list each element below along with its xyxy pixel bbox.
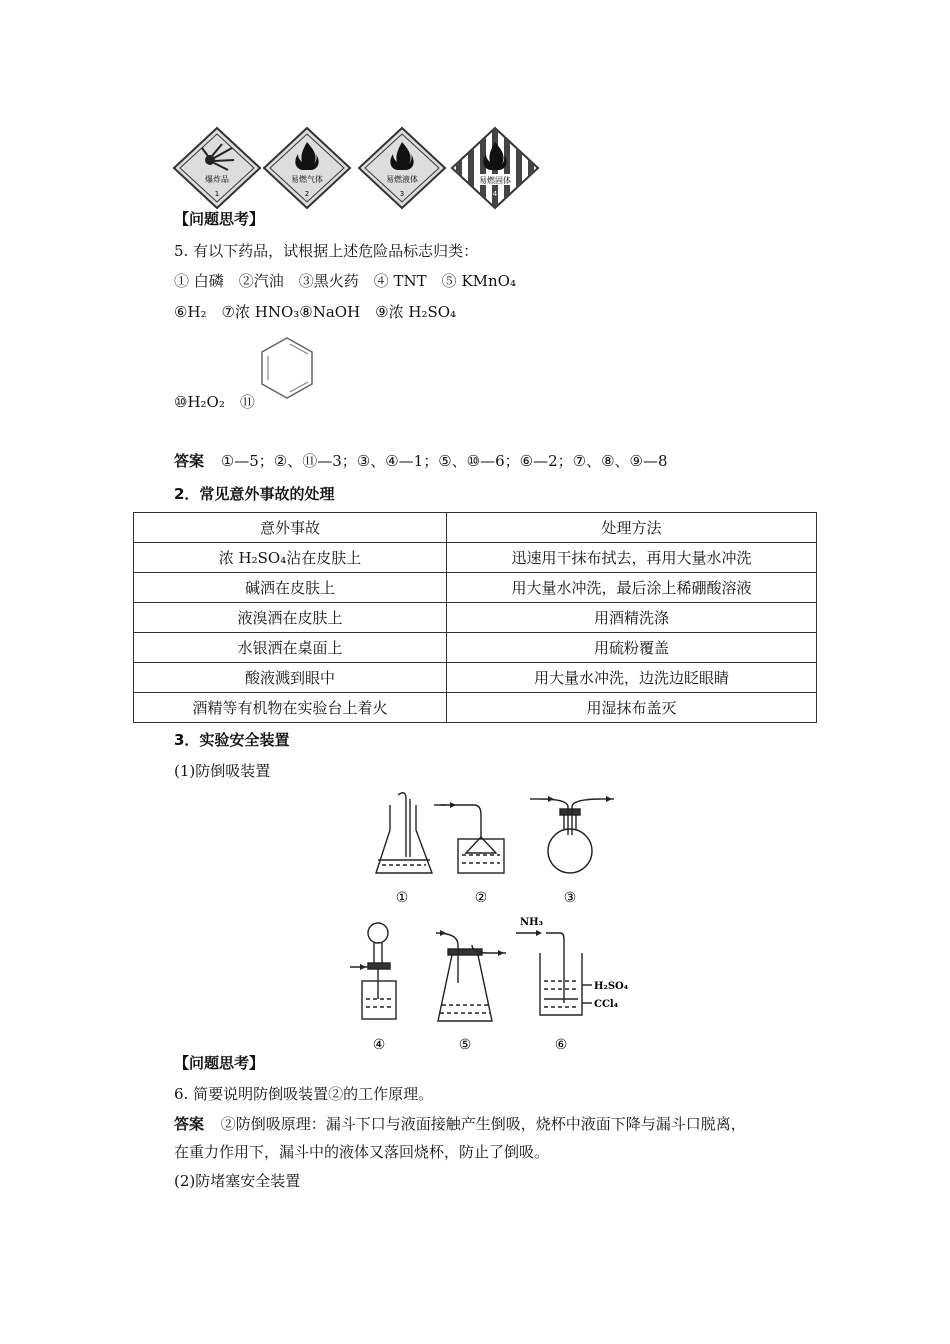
- table-cell: 用大量水冲洗，最后涂上稀硼酸溶液: [447, 573, 817, 603]
- table-header: 意外事故: [134, 513, 447, 543]
- q5-items-line2: ⑥H₂ ⑦浓 HNO₃⑧NaOH ⑨浓 H₂SO₄: [174, 303, 457, 321]
- hazard-symbol-flammable-solid: [450, 126, 540, 210]
- question-6: 6. 简要说明防倒吸装置②的工作原理。: [174, 1085, 434, 1103]
- table-cell: 用湿抹布盖灭: [447, 693, 817, 723]
- hazard-symbol-explosive: [172, 126, 262, 210]
- hazard-label: 易燃固体: [479, 176, 511, 185]
- hazard-label: 爆炸品: [205, 175, 229, 184]
- table-row: [134, 573, 817, 603]
- figure-label: ②: [474, 890, 488, 906]
- table-cell: 酒精等有机物在实验台上着火: [134, 693, 447, 723]
- table-cell: 浓 H₂SO₄沾在皮肤上: [134, 543, 447, 573]
- table-cell: 用硫粉覆盖: [447, 633, 817, 663]
- benzene-ring-structure: [256, 334, 318, 408]
- table-row: [134, 663, 817, 693]
- table-cell: 液溴洒在皮肤上: [134, 603, 447, 633]
- figure-label: ①: [395, 890, 409, 906]
- table-cell: 酸液溅到眼中: [134, 663, 447, 693]
- answer-label: 答案: [174, 452, 205, 470]
- subsection-anti-suckback: (1)防倒吸装置: [174, 762, 271, 780]
- section-3-title: 3．实验安全装置: [174, 731, 290, 749]
- svg-text:1: 1: [214, 190, 220, 198]
- figure-label: ⑤: [458, 1037, 472, 1053]
- hazard-symbol-flammable-gas: [262, 126, 352, 210]
- subsection-anti-clog: (2)防堵塞安全装置: [174, 1172, 301, 1190]
- section-2-title: 2．常见意外事故的处理: [174, 485, 335, 503]
- hazard-symbol-flammable-liquid: [357, 126, 447, 210]
- accident-table: [133, 512, 817, 723]
- table-cell: 水银洒在桌面上: [134, 633, 447, 663]
- svg-text:2: 2: [304, 190, 310, 198]
- svg-text:4: 4: [492, 190, 498, 198]
- table-row: [134, 603, 817, 633]
- q5-items-line3: ⑩H₂O₂ ⑪: [174, 393, 255, 411]
- nh3-label: NH₃: [520, 917, 543, 928]
- table-row: [134, 633, 817, 663]
- ccl4-label: CCl₄: [594, 999, 619, 1010]
- q5-answer: [174, 450, 668, 471]
- q5-items-line1: ① 白磷 ②汽油 ③黑火药 ④ TNT ⑤ KMnO₄: [174, 272, 516, 290]
- hazard-label: 易燃气体: [291, 175, 323, 184]
- q6-answer-line2: 在重力作用下，漏斗中的液体又落回烧杯，防止了倒吸。: [174, 1143, 550, 1161]
- figure-label: ③: [563, 890, 577, 906]
- table-cell: 迅速用干抹布拭去，再用大量水冲洗: [447, 543, 817, 573]
- anti-suckback-apparatus-diagram: [340, 785, 660, 1064]
- hazard-label: 易燃液体: [386, 175, 418, 184]
- figure-label: ④: [372, 1037, 386, 1053]
- table-cell: 碱洒在皮肤上: [134, 573, 447, 603]
- question-5: 5. 有以下药品，试根据上述危险品标志归类：: [174, 242, 479, 260]
- table-cell: 用酒精洗涤: [447, 603, 817, 633]
- q6-answer-line1: [174, 1113, 746, 1134]
- svg-text:3: 3: [399, 190, 405, 198]
- answer-label: 答案: [174, 1115, 205, 1133]
- section-label-thinking-2: 【问题思考】: [174, 1054, 265, 1072]
- answer-text: ②防倒吸原理：漏斗下口与液面接触产生倒吸，烧杯中液面下降与漏斗口脱离，: [220, 1115, 746, 1133]
- table-row: [134, 693, 817, 723]
- answer-text: ①—5；②、⑪—3；③、④—1；⑤、⑩—6；⑥—2；⑦、⑧、⑨—8: [220, 452, 668, 470]
- table-header-row: [134, 513, 817, 543]
- table-cell: 用大量水冲洗，边洗边眨眼睛: [447, 663, 817, 693]
- section-label-thinking: 【问题思考】: [174, 210, 265, 228]
- table-header: 处理方法: [447, 513, 817, 543]
- figure-label: ⑥: [554, 1037, 568, 1053]
- table-row: [134, 543, 817, 573]
- h2so4-label: H₂SO₄: [594, 981, 629, 992]
